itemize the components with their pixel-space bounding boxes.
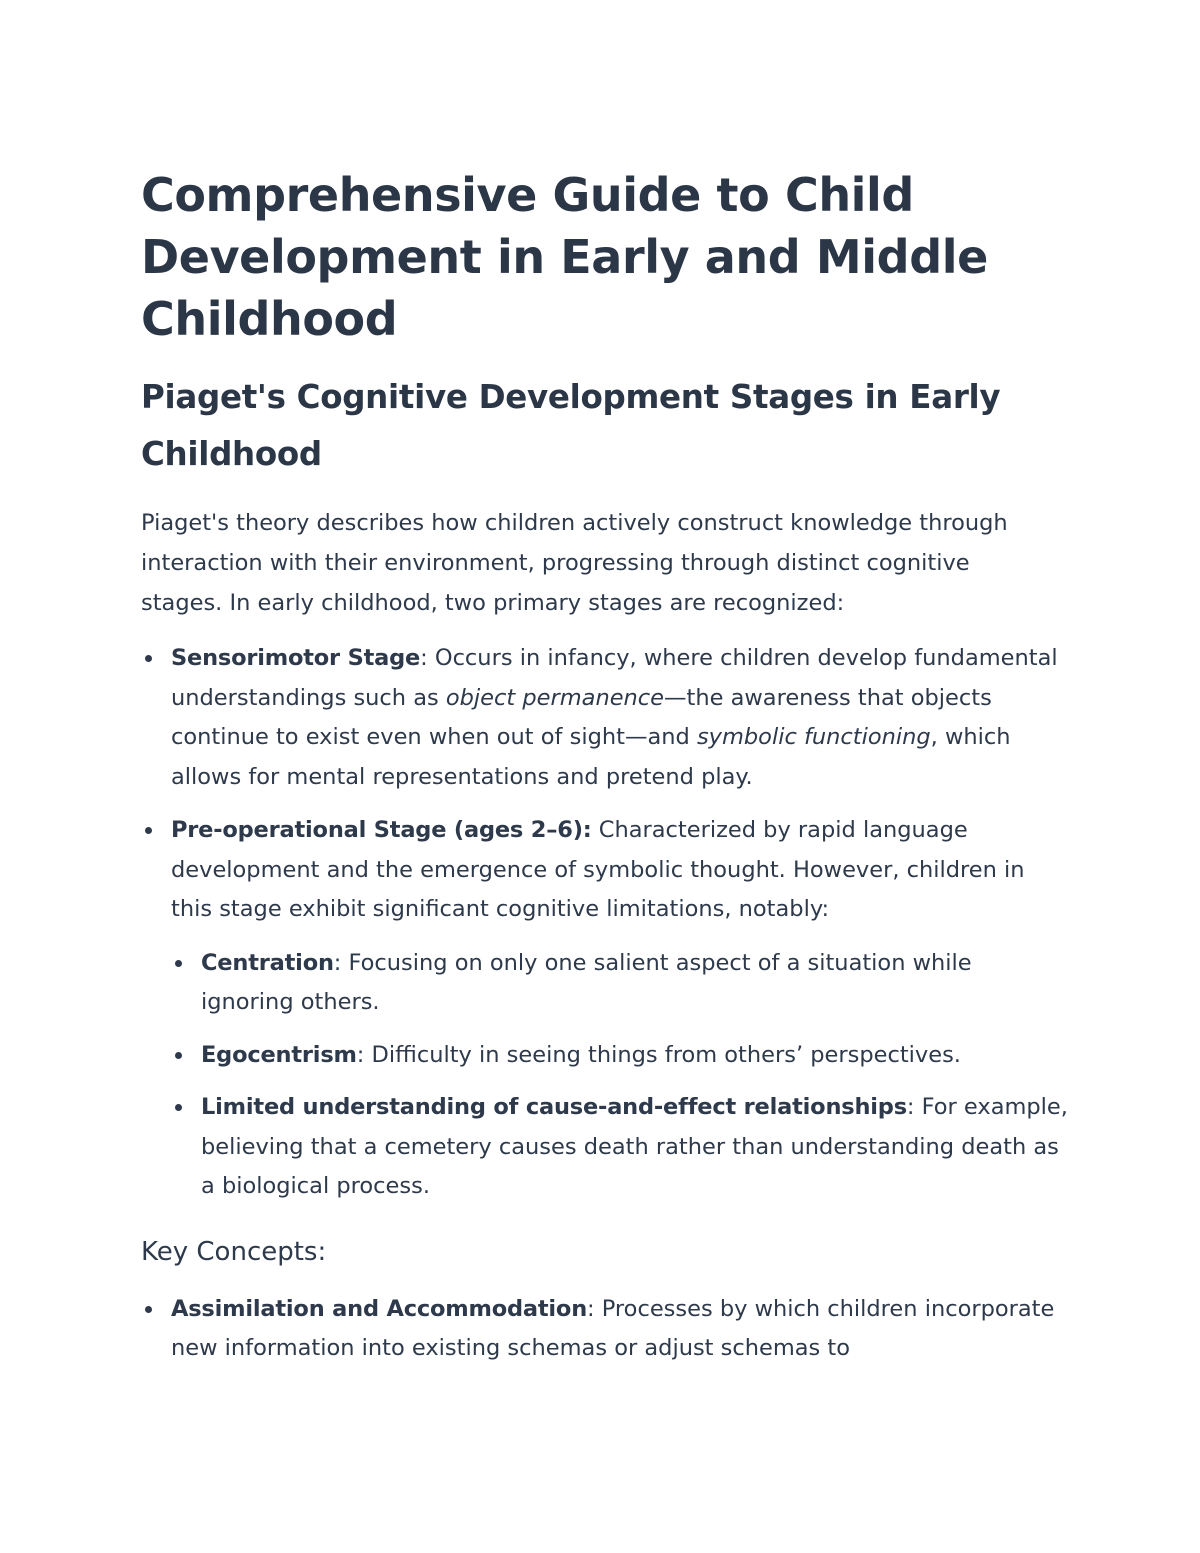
list-item-cause-effect (201, 1088, 1071, 1207)
text-sensorimotor-c: , which allows for mental representations and pretend play. (171, 724, 1011, 790)
list-item-centration (201, 944, 1071, 1023)
term-cause-effect: Limited understanding of cause-and-effect relationships (201, 1094, 907, 1120)
term-preoperational: Pre-operational Stage (ages 2–6): (171, 817, 592, 843)
list-item-assimilation (171, 1290, 1071, 1369)
key-concepts-list (141, 1290, 1071, 1369)
em-object-permanence: object permanence (445, 684, 665, 711)
text-sensorimotor-a: Occurs in infancy, where children develop fundamental understandings such as (171, 645, 1058, 711)
term-sensorimotor: Sensorimotor Stage (171, 645, 421, 671)
limitations-list (171, 944, 1071, 1207)
text-centration: : Focusing on only one salient aspect of a situation while ignoring others. (201, 949, 972, 1015)
list-item-sensorimotor (171, 639, 1071, 797)
intro-paragraph: Piaget's theory describes how children actively construct knowledge through interaction with their environment, progressing through distinct cognitive stages. In early childhood, two primary stages are recognized: (141, 510, 1008, 616)
text-sensorimotor-b: —the awareness that objects continue to exist even when out of sight—and (171, 684, 992, 750)
text-assimilation: : Processes by which children incorporate new information into existing schemas or adjust schemas to (171, 1295, 1055, 1361)
document-title: Comprehensive Guide to Child Development in Early and Middle Childhood (141, 168, 988, 346)
key-concepts-heading: Key Concepts: (141, 1236, 327, 1267)
stages-list (141, 639, 1071, 1207)
term-egocentrism: Egocentrism (201, 1041, 357, 1068)
term-assimilation: Assimilation and Accommodation (171, 1295, 588, 1322)
list-item-preoperational (171, 811, 1071, 1207)
text-cause-effect: : For example, believing that a cemetery causes death rather than understanding death as a biological process. (201, 1094, 1068, 1199)
section-heading: Piaget's Cognitive Development Stages in Early Childhood (141, 378, 1001, 473)
text-preoperational: Characterized by rapid language development and the emergence of symbolic thought. However, children in this stage exhibit significant cognitive limitations, notably: (171, 817, 1025, 922)
list-item-egocentrism (201, 1036, 1071, 1076)
sep-sensorimotor: : (420, 645, 428, 671)
term-centration: Centration (201, 949, 334, 976)
text-egocentrism: : Difficulty in seeing things from others’ perspectives. (356, 1041, 961, 1068)
em-symbolic-functioning: symbolic functioning (696, 724, 931, 750)
